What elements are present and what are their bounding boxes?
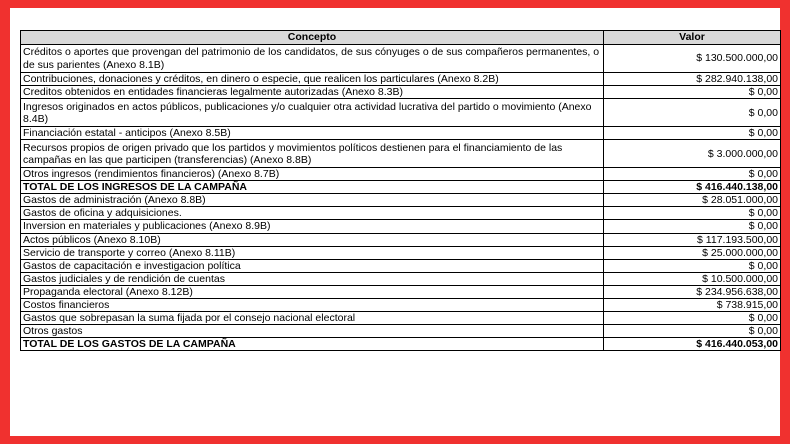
value-cell: $ 130.500.000,00 — [604, 45, 781, 73]
concept-cell: Otros ingresos (rendimientos financieros) (Anexo 8.7B) — [21, 168, 604, 181]
document-frame — [10, 8, 780, 436]
table-row — [21, 127, 781, 140]
concept-cell: Propaganda electoral (Anexo 8.12B) — [21, 285, 604, 298]
value-cell: $ 28.051.000,00 — [604, 194, 781, 207]
value-cell: $ 117.193.500,00 — [604, 233, 781, 246]
concept-cell: Actos públicos (Anexo 8.10B) — [21, 233, 604, 246]
concept-cell: Otros gastos — [21, 324, 604, 337]
concept-cell: Créditos o aportes que provengan del patrimonio de los candidatos, de sus cónyuges o de sus compañeros permanentes, o de sus parientes (Anexo 8.1B) — [21, 45, 604, 73]
total-row — [21, 181, 781, 194]
table-header-row — [21, 31, 781, 45]
concept-cell: TOTAL DE LOS GASTOS DE LA CAMPAÑA — [21, 338, 604, 351]
value-cell: $ 10.500.000,00 — [604, 272, 781, 285]
table-row — [21, 220, 781, 233]
concept-cell: Ingresos originados en actos públicos, publicaciones y/o cualquier otra actividad lucrativa del partido o movimiento (Anexo 8.4B) — [21, 99, 604, 127]
table-row — [21, 233, 781, 246]
concept-cell: Gastos de oficina y adquisiciones. — [21, 207, 604, 220]
value-cell: $ 0,00 — [604, 99, 781, 127]
table-row — [21, 168, 781, 181]
concept-cell: Gastos que sobrepasan la suma fijada por el consejo nacional electoral — [21, 311, 604, 324]
campaign-finance-table — [20, 30, 781, 351]
value-cell: $ 282.940.138,00 — [604, 73, 781, 86]
table-row — [21, 259, 781, 272]
value-cell: $ 0,00 — [604, 168, 781, 181]
table-row — [21, 99, 781, 127]
table-row — [21, 86, 781, 99]
concept-cell: Contribuciones, donaciones y créditos, en dinero o especie, que realicen los particulares (Anexo 8.2B) — [21, 73, 604, 86]
value-cell: $ 3.000.000,00 — [604, 140, 781, 168]
concept-cell: Creditos obtenidos en entidades financieras legalmente autorizadas (Anexo 8.3B) — [21, 86, 604, 99]
concept-cell: Costos financieros — [21, 298, 604, 311]
value-cell: $ 416.440.138,00 — [604, 181, 781, 194]
concept-column-header: Concepto — [21, 31, 604, 45]
value-cell: $ 25.000.000,00 — [604, 246, 781, 259]
table-row — [21, 298, 781, 311]
value-cell: $ 0,00 — [604, 220, 781, 233]
concept-cell: Recursos propios de origen privado que los partidos y movimientos políticos destienen para el financiamiento de las campañas en las que participen (transferencias) (Anexo 8.8B) — [21, 140, 604, 168]
concept-cell: Gastos de capacitación e investigacion política — [21, 259, 604, 272]
value-cell: $ 0,00 — [604, 127, 781, 140]
value-cell: $ 416.440.053,00 — [604, 338, 781, 351]
table-row — [21, 311, 781, 324]
concept-cell: Inversion en materiales y publicaciones (Anexo 8.9B) — [21, 220, 604, 233]
value-cell: $ 738.915,00 — [604, 298, 781, 311]
concept-cell: Financiación estatal - anticipos (Anexo 8.5B) — [21, 127, 604, 140]
concept-cell: TOTAL DE LOS INGRESOS DE LA CAMPAÑA — [21, 181, 604, 194]
concept-cell: Gastos de administración (Anexo 8.8B) — [21, 194, 604, 207]
table-row — [21, 324, 781, 337]
concept-cell: Gastos judiciales y de rendición de cuentas — [21, 272, 604, 285]
table-row — [21, 194, 781, 207]
value-column-header: Valor — [604, 31, 781, 45]
table-row — [21, 73, 781, 86]
table-row — [21, 285, 781, 298]
table-row — [21, 140, 781, 168]
value-cell: $ 0,00 — [604, 86, 781, 99]
total-row — [21, 338, 781, 351]
value-cell: $ 0,00 — [604, 207, 781, 220]
table-row — [21, 207, 781, 220]
table-row — [21, 246, 781, 259]
table-row — [21, 272, 781, 285]
table-row — [21, 45, 781, 73]
concept-cell: Servicio de transporte y correo (Anexo 8.11B) — [21, 246, 604, 259]
value-cell: $ 0,00 — [604, 311, 781, 324]
value-cell: $ 0,00 — [604, 259, 781, 272]
value-cell: $ 234.956.638,00 — [604, 285, 781, 298]
value-cell: $ 0,00 — [604, 324, 781, 337]
